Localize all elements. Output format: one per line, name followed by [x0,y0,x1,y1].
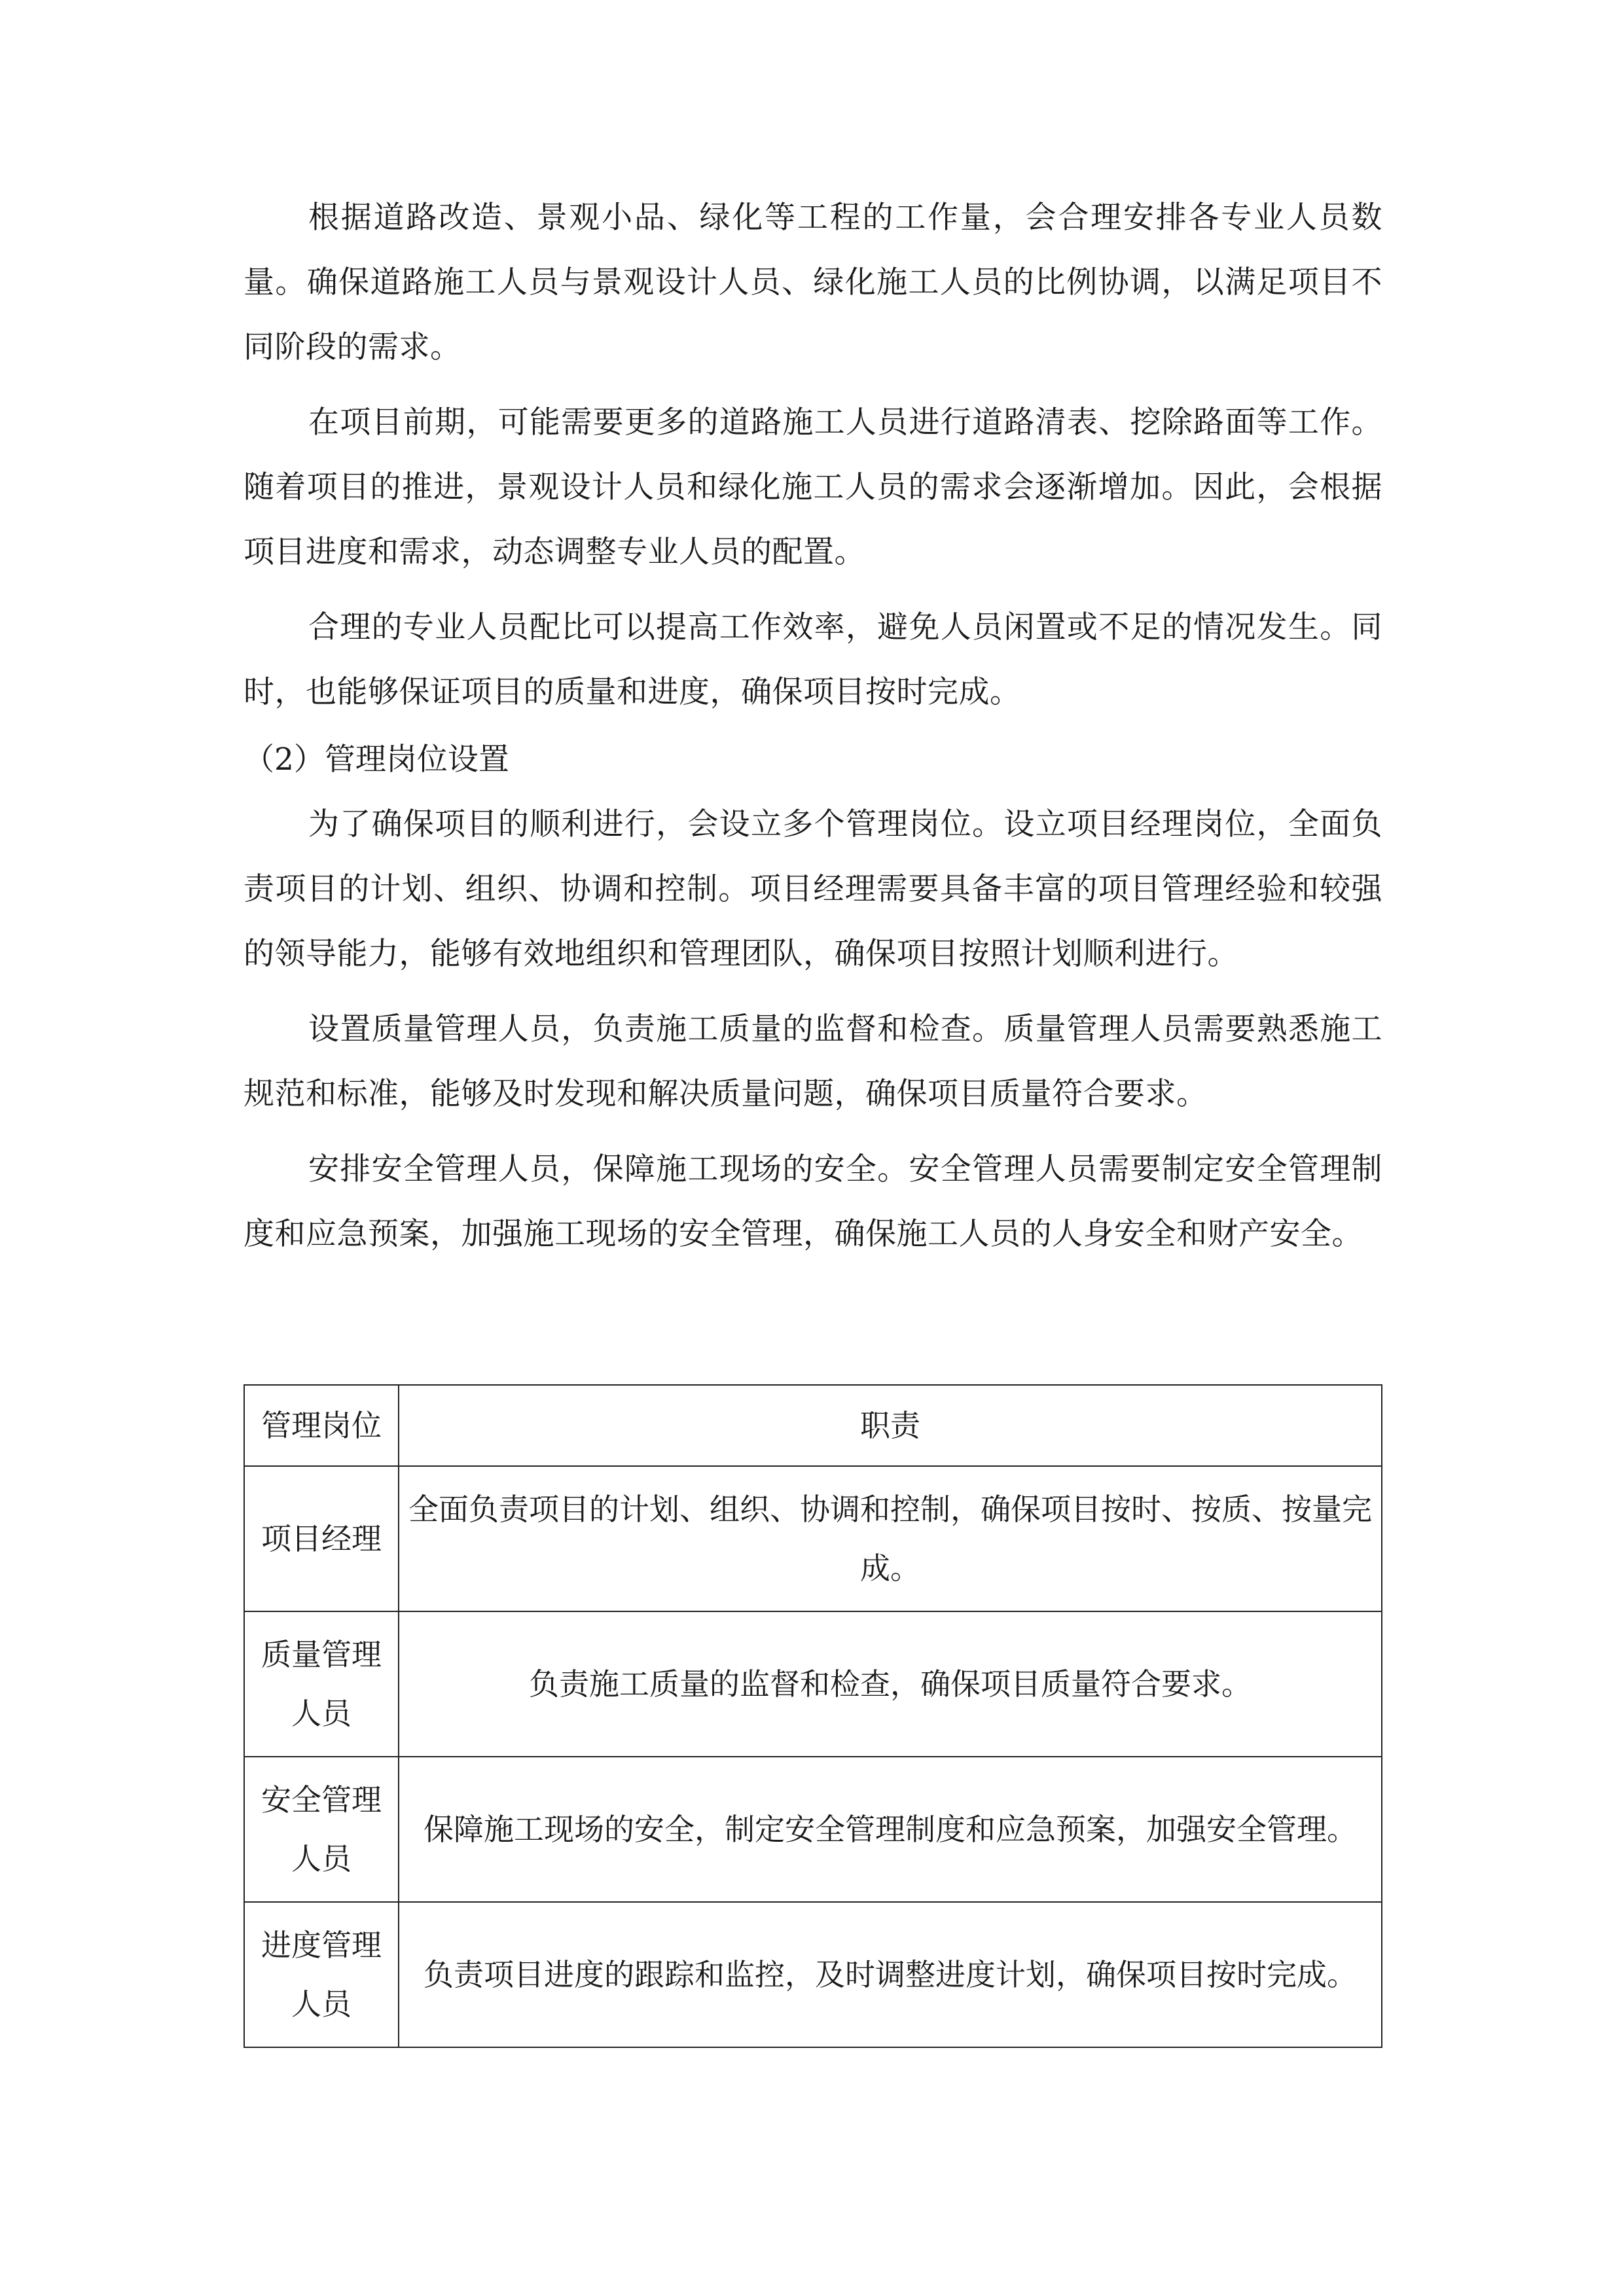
duty-cell: 全面负责项目的计划、组织、协调和控制，确保项目按时、按质、按量完成。 [399,1466,1382,1611]
paragraph: 为了确保项目的顺利进行，会设立多个管理岗位。设立项目经理岗位，全面负责项目的计划、组织、协调和控制。项目经理需要具备丰富的项目管理经验和较强的领导能力，能够有效地组织和管理团队，确保项目按照计划顺利进行。 [244,806,1382,972]
table-row [244,1466,1382,1611]
role-cell: 质量管理人员 [244,1611,399,1757]
table-header-row [244,1385,1382,1466]
duty-cell: 保障施工现场的安全，制定安全管理制度和应急预案，加强安全管理。 [399,1757,1382,1902]
paragraph: 安排安全管理人员，保障施工现场的安全。安全管理人员需要制定安全管理制度和应急预案，加强施工现场的安全管理，确保施工人员的人身安全和财产安全。 [244,1151,1382,1252]
table-row [244,1611,1382,1757]
section-heading: （2）管理岗位设置 [244,742,509,778]
paragraph: 在项目前期，可能需要更多的道路施工人员进行道路清表、挖除路面等工作。随着项目的推进，景观设计人员和绿化施工人员的需求会逐渐增加。因此，会根据项目进度和需求，动态调整专业人员的配置。 [244,404,1382,570]
paragraph: 合理的专业人员配比可以提高工作效率，避免人员闲置或不足的情况发生。同时，也能够保证项目的质量和进度，确保项目按时完成。 [244,609,1382,710]
table-header-cell: 管理岗位 [244,1385,399,1466]
duty-table [244,1384,1382,2048]
duty-cell: 负责施工质量的监督和检查，确保项目质量符合要求。 [399,1611,1382,1757]
document-body [244,185,1382,1277]
paragraph: 设置质量管理人员，负责施工质量的监督和检查。质量管理人员需要熟悉施工规范和标准，能够及时发现和解决质量问题，确保项目质量符合要求。 [244,1011,1382,1112]
paragraph: 根据道路改造、景观小品、绿化等工程的工作量，会合理安排各专业人员数量。确保道路施工人员与景观设计人员、绿化施工人员的比例协调，以满足项目不同阶段的需求。 [244,200,1382,365]
table-header-cell: 职责 [399,1385,1382,1466]
role-cell: 项目经理 [244,1466,399,1611]
role-cell: 进度管理人员 [244,1902,399,2047]
role-cell: 安全管理人员 [244,1757,399,1902]
duty-cell: 负责项目进度的跟踪和监控，及时调整进度计划，确保项目按时完成。 [399,1902,1382,2047]
table-row [244,1902,1382,2047]
table-row [244,1757,1382,1902]
